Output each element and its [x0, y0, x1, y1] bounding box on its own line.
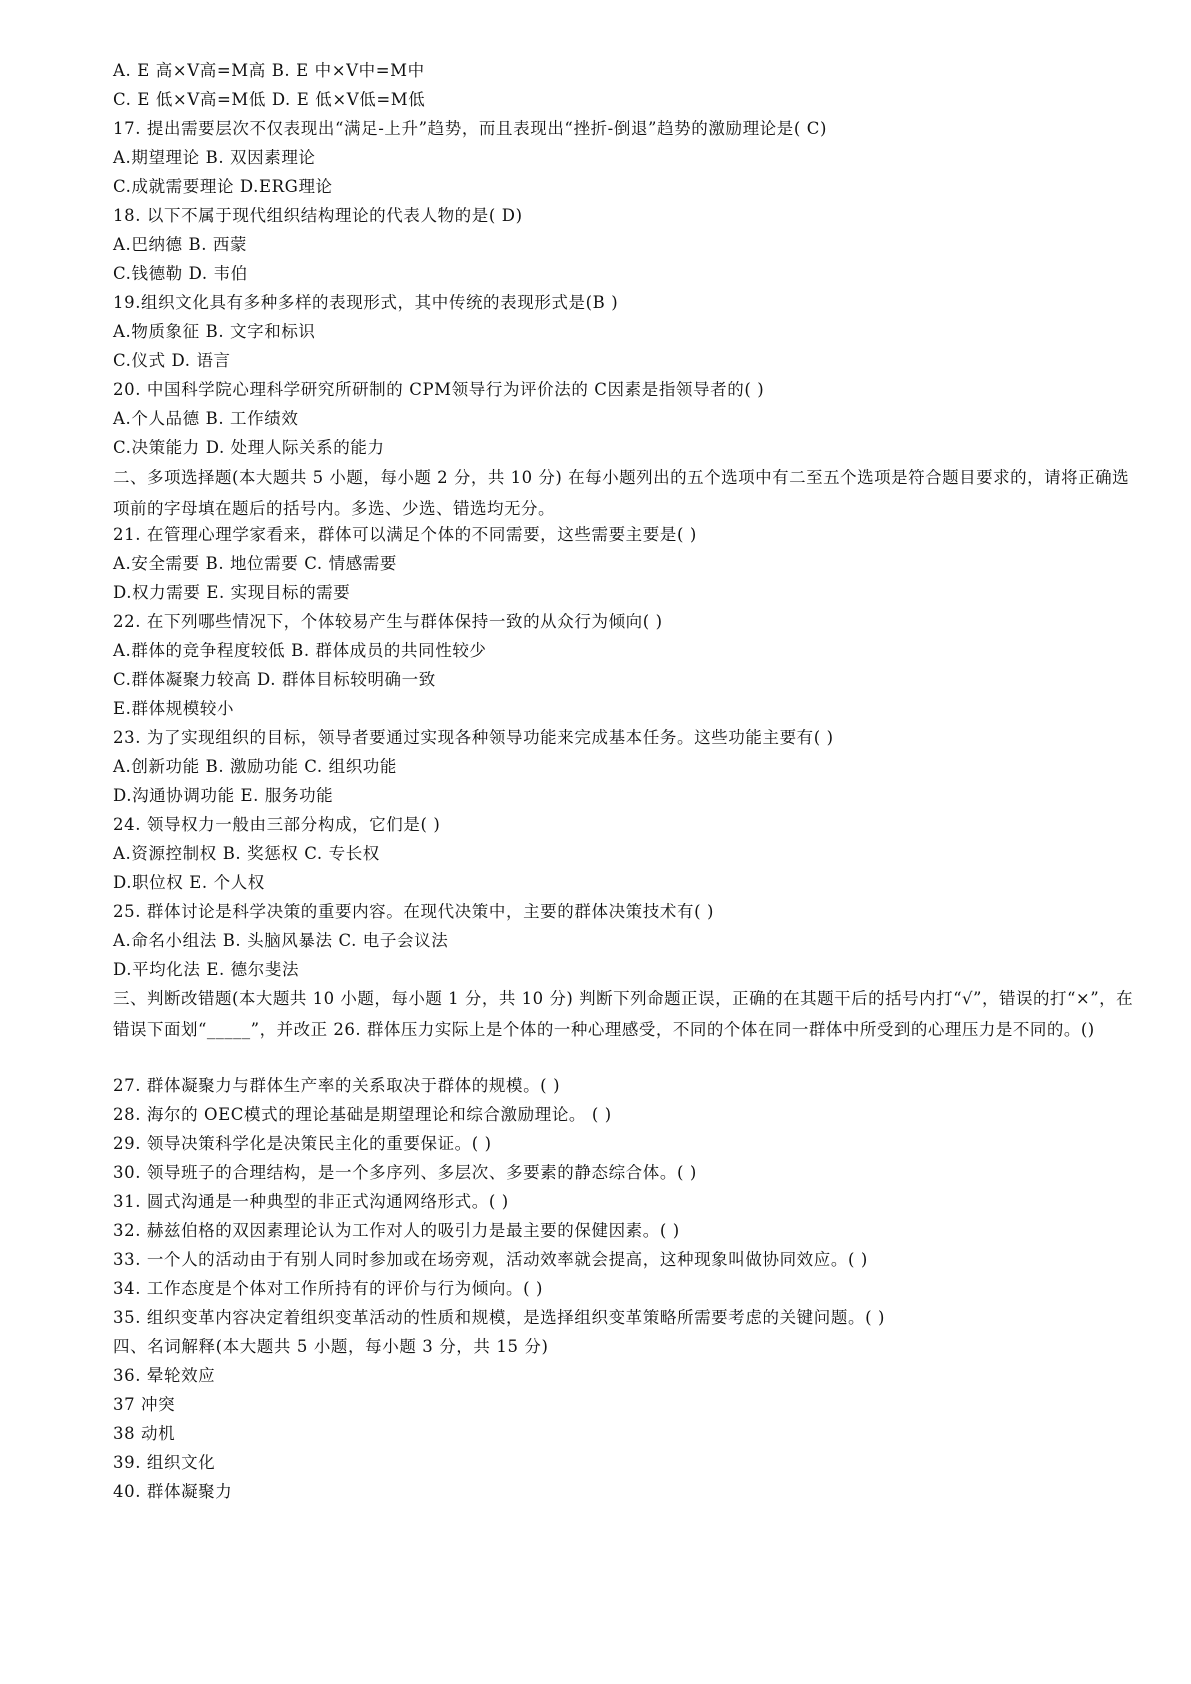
option-line: C. E 低×V高=M低 D. E 低×V低=M低	[113, 90, 426, 109]
option-line: D.平均化法 E. 德尔斐法	[113, 960, 300, 979]
option-line: E.群体规模较小	[113, 699, 235, 718]
question-33: 33. 一个人的活动由于有别人同时参加或在场旁观，活动效率就会提高，这种现象叫做协同效应。( )	[113, 1250, 868, 1269]
option-line: A.巴纳德 B. 西蒙	[113, 235, 248, 254]
option-line: A.资源控制权 B. 奖惩权 C. 专长权	[113, 844, 380, 863]
question-19: 19.组织文化具有多种多样的表现形式，其中传统的表现形式是(B )	[113, 293, 619, 312]
option-line: A.期望理论 B. 双因素理论	[113, 148, 316, 167]
question-21: 21. 在管理心理学家看来，群体可以满足个体的不同需要，这些需要主要是( )	[113, 525, 697, 544]
option-line: A.群体的竞争程度较低 B. 群体成员的共同性较少	[113, 641, 487, 660]
section-header-true-false: 三、判断改错题(本大题共 10 小题，每小题 1 分，共 10 分) 判断下列命题正误，正确的在其题干后的括号内打“√”，错误的打“×”，在错误下面划“_____”，并改正 26. 群体压力实际上是个体的一种心理感受，不同的个体在同一群体中所受到的心理压力是不同的。()	[113, 989, 1134, 1039]
question-31: 31. 圆式沟通是一种典型的非正式沟通网络形式。( )	[113, 1192, 509, 1211]
option-line: A.个人品德 B. 工作绩效	[113, 409, 299, 428]
question-27: 27. 群体凝聚力与群体生产率的关系取决于群体的规模。( )	[113, 1076, 561, 1095]
option-line: D.沟通协调功能 E. 服务功能	[113, 786, 334, 805]
question-38: 38 动机	[113, 1424, 176, 1443]
question-37: 37 冲突	[113, 1395, 176, 1414]
question-23: 23. 为了实现组织的目标，领导者要通过实现各种领导功能来完成基本任务。这些功能主要有( )	[113, 728, 834, 747]
option-line: A. E 高×V高=M高 B. E 中×V中=M中	[113, 61, 425, 80]
question-24: 24. 领导权力一般由三部分构成，它们是( )	[113, 815, 441, 834]
question-17: 17. 提出需要层次不仅表现出“满足-上升”趋势，而且表现出“挫折-倒退”趋势的激励理论是( C)	[113, 119, 828, 138]
question-25: 25. 群体讨论是科学决策的重要内容。在现代决策中，主要的群体决策技术有( )	[113, 902, 715, 921]
question-30: 30. 领导班子的合理结构，是一个多序列、多层次、多要素的静态综合体。( )	[113, 1163, 697, 1182]
question-29: 29. 领导决策科学化是决策民主化的重要保证。( )	[113, 1134, 492, 1153]
question-32: 32. 赫兹伯格的双因素理论认为工作对人的吸引力是最主要的保健因素。( )	[113, 1221, 680, 1240]
option-line: C.群体凝聚力较高 D. 群体目标较明确一致	[113, 670, 436, 689]
question-18: 18. 以下不属于现代组织结构理论的代表人物的是( D)	[113, 206, 523, 225]
option-line: A.创新功能 B. 激励功能 C. 组织功能	[113, 757, 397, 776]
question-20: 20. 中国科学院心理科学研究所研制的 CPM领导行为评价法的 C因素是指领导者的( )	[113, 380, 765, 399]
question-28: 28. 海尔的 OEC模式的理论基础是期望理论和综合激励理论。 ( )	[113, 1105, 612, 1124]
option-line: A.物质象征 B. 文字和标识	[113, 322, 316, 341]
question-40: 40. 群体凝聚力	[113, 1482, 233, 1501]
question-35: 35. 组织变革内容决定着组织变革活动的性质和规模，是选择组织变革策略所需要考虑的关键问题。( )	[113, 1308, 886, 1327]
option-line: D.职位权 E. 个人权	[113, 873, 265, 892]
option-line: C.仪式 D. 语言	[113, 351, 231, 370]
option-line: D.权力需要 E. 实现目标的需要	[113, 583, 351, 602]
option-line: C.钱德勒 D. 韦伯	[113, 264, 248, 283]
option-line: C.决策能力 D. 处理人际关系的能力	[113, 438, 385, 457]
section-header-definitions: 四、名词解释(本大题共 5 小题，每小题 3 分，共 15 分)	[113, 1337, 549, 1356]
option-line: C.成就需要理论 D.ERG理论	[113, 177, 333, 196]
question-39: 39. 组织文化	[113, 1453, 216, 1472]
option-line: A.安全需要 B. 地位需要 C. 情感需要	[113, 554, 397, 573]
section-header-multiple-choice: 二、多项选择题(本大题共 5 小题，每小题 2 分，共 10 分) 在每小题列出的五个选项中有二至五个选项是符合题目要求的，请将正确选项前的字母填在题后的括号内。多选、少选、错选均无分。	[113, 468, 1130, 518]
option-line: A.命名小组法 B. 头脑风暴法 C. 电子会议法	[113, 931, 449, 950]
question-34: 34. 工作态度是个体对工作所持有的评价与行为倾向。( )	[113, 1279, 544, 1298]
question-36: 36. 晕轮效应	[113, 1366, 216, 1385]
question-22: 22. 在下列哪些情况下，个体较易产生与群体保持一致的从众行为倾向( )	[113, 612, 663, 631]
